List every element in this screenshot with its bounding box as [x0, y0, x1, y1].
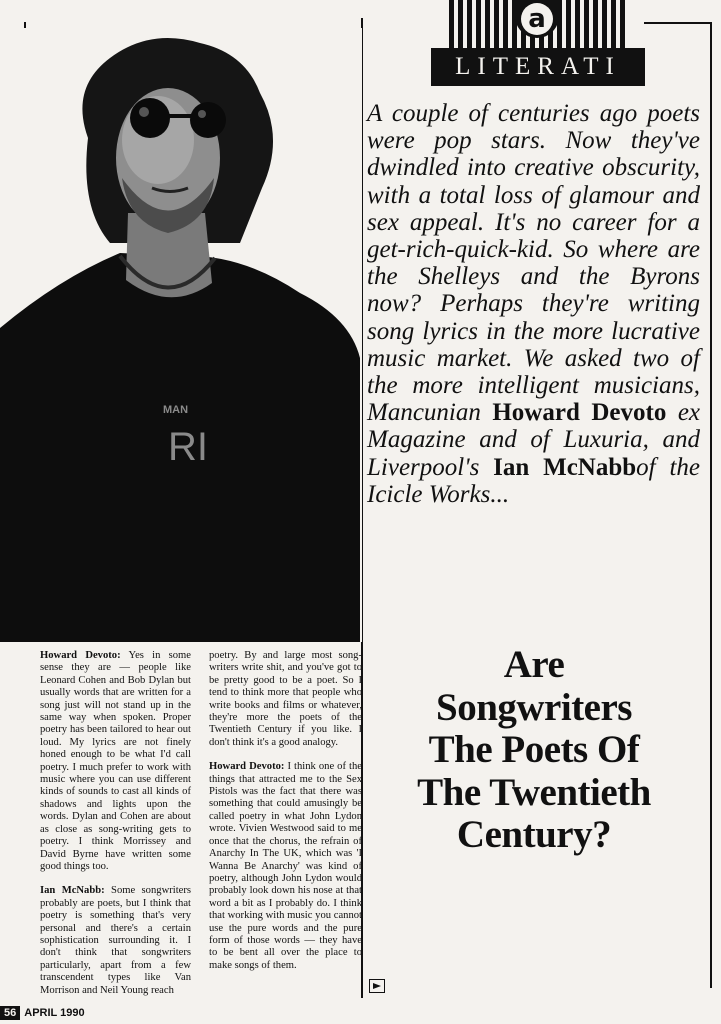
- shirt-text-small: MAN: [163, 404, 189, 416]
- intro-name-mcnabb: Ian McNabb: [493, 453, 637, 481]
- headline: [366, 644, 702, 857]
- article-column-1: [40, 650, 191, 1009]
- speaker-name: Howard Devoto:: [209, 761, 285, 773]
- speaker-name: Howard Devoto:: [40, 650, 121, 661]
- portrait-illustration: [0, 28, 362, 642]
- continue-arrow-icon: [369, 979, 385, 993]
- article-column-2: [209, 650, 362, 984]
- speaker-name: Ian McNabb:: [40, 885, 105, 897]
- paragraph-text: Yes in some sense they are — people like Leonard Cohen and Bob Dylan but usually words that are written for a song just will not stand up in the same way when spoken. Proper poetry has been tailored to hear out loud. My lyrics are not finely honed enough to be what I'd call poetry. I much prefer to work with music where you can use different kinds of sounds to cast all kinds of shadows and lights upon the words. Dylan and Cohen are about as close as song-writing gets to poetry. I think Morrissey and David Byrne have written some good things too.: [40, 650, 191, 872]
- top-right-rule: [644, 22, 710, 24]
- headline-line: Century?: [456, 813, 612, 856]
- article-paragraph: [209, 650, 362, 749]
- intro-name-devoto: Howard Devoto: [492, 399, 667, 427]
- paragraph-text: Some songwriters probably are poets, but I think that poetry is something that's very personal and there's a certain sophistication surrounding it. I don't think that songwriters particularly, apart from a few transcendent types like Van Morrison and Neil Young reach: [40, 885, 191, 996]
- at-sign-icon: a: [521, 3, 553, 35]
- issue-date: APRIL 1990: [24, 1007, 85, 1019]
- article-paragraph: [40, 650, 191, 873]
- headline-line: Songwriters: [436, 685, 632, 729]
- article-paragraph: [40, 885, 191, 997]
- right-column-rule: [710, 22, 712, 988]
- literati-masthead: [431, 0, 645, 88]
- intro-text: A couple of centuries ago poets were pop stars. Now they've dwindled into creative obscurity, with a total loss of glamour and sex appeal. It's no career for a get-rich-quick-kid. So where are the Shelleys and the Byrons now? Perhaps they're writing song lyrics in the more lucrative music market. We asked two of the more intelligent musicians, Mancunian: [367, 100, 700, 427]
- page-footer: [0, 1006, 85, 1020]
- paragraph-text: poetry. By and large most song-writers write shit, and you've got to be pretty good to be a poet. So I tend to think more that people who write books and films or whatever, they're more the poets of the Twentieth Century if you like. I don't think it's a good analogy.: [209, 650, 362, 748]
- section-title: LITERATI: [431, 48, 645, 86]
- headline-line: The Twentieth: [417, 770, 651, 814]
- intro-text-end: of the Icicle Works...: [367, 453, 700, 508]
- intro-deck: [367, 100, 700, 508]
- intro-text-middle: ex Magazine and of Luxuria, and Liverpool's: [367, 399, 701, 481]
- headline-line: Are: [503, 643, 565, 686]
- article-paragraph: [209, 761, 362, 972]
- shirt-text-large: RI: [168, 425, 208, 469]
- page-number: 56: [0, 1006, 20, 1020]
- headline-line: The Poets Of: [428, 728, 640, 771]
- portrait-photo: [0, 28, 362, 642]
- paragraph-text: I think one of the things that attracted me to the Sex Pistols was the fact that there was something that could amusingly be called poetry in what John Lydon wrote. Vivien Westwood said to me once that the chorus, the refrain of Anarchy In The UK, which was 'I Wanna Be Anarchy' was kind of poetry, although John Lydon would probably look down his nose at that word a bit as I probably do. I think that working with music you cannot use the pure words and the pure form of those words — they have to be bent all over the place to make songs of them.: [209, 761, 362, 971]
